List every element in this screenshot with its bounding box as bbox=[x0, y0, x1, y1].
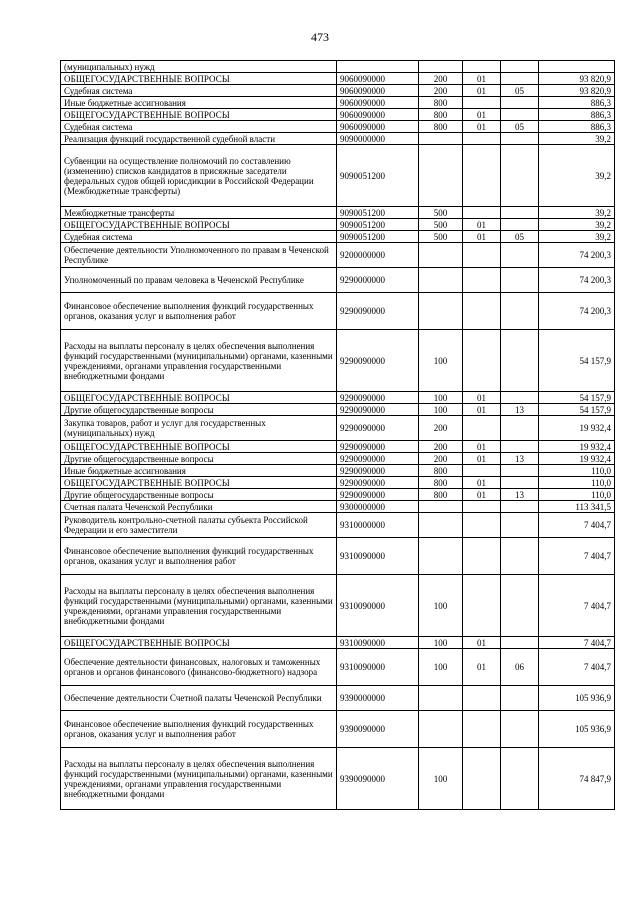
row-name: ОБЩЕГОСУДАРСТВЕННЫЕ ВОПРОСЫ bbox=[61, 477, 337, 489]
row-name: Расходы на выплаты персоналу в целях обеспечения выполнения функций государственными (муниципальными) органами, казенными учреждениями, органами управления государственными внебюджетными фондами bbox=[61, 575, 337, 637]
row-subsection bbox=[501, 416, 539, 441]
table-row bbox=[61, 489, 615, 501]
row-section: 01 bbox=[463, 231, 501, 243]
row-amount: 19 932,4 bbox=[539, 441, 615, 453]
row-section: 01 bbox=[463, 489, 501, 501]
table-row bbox=[61, 637, 615, 649]
row-expense-type: 100 bbox=[419, 649, 463, 686]
row-subsection bbox=[501, 637, 539, 649]
table-row bbox=[61, 711, 615, 748]
row-expense-type bbox=[419, 133, 463, 145]
row-section bbox=[463, 268, 501, 293]
table-row bbox=[61, 465, 615, 477]
row-expense-type bbox=[419, 513, 463, 538]
row-amount: 74 847,9 bbox=[539, 748, 615, 810]
row-expense-type: 100 bbox=[419, 748, 463, 810]
row-code: 9060090000 bbox=[337, 85, 419, 97]
row-amount: 886,3 bbox=[539, 109, 615, 121]
row-section bbox=[463, 513, 501, 538]
row-amount: 7 404,7 bbox=[539, 649, 615, 686]
row-name: ОБЩЕГОСУДАРСТВЕННЫЕ ВОПРОСЫ bbox=[61, 109, 337, 121]
table-row bbox=[61, 330, 615, 392]
row-name: ОБЩЕГОСУДАРСТВЕННЫЕ ВОПРОСЫ bbox=[61, 441, 337, 453]
row-amount: 19 932,4 bbox=[539, 416, 615, 441]
row-subsection: 13 bbox=[501, 404, 539, 416]
table-row bbox=[61, 293, 615, 330]
row-name: Расходы на выплаты персоналу в целях обеспечения выполнения функций государственными (муниципальными) органами, казенными учреждениями, органами управления государственными внебюджетными фондами bbox=[61, 748, 337, 810]
table-row bbox=[61, 686, 615, 711]
row-name: ОБЩЕГОСУДАРСТВЕННЫЕ ВОПРОСЫ bbox=[61, 637, 337, 649]
row-section: 01 bbox=[463, 109, 501, 121]
row-section: 01 bbox=[463, 649, 501, 686]
row-subsection: 13 bbox=[501, 453, 539, 465]
row-subsection bbox=[501, 268, 539, 293]
table-row bbox=[61, 477, 615, 489]
row-expense-type: 100 bbox=[419, 404, 463, 416]
row-name: ОБЩЕГОСУДАРСТВЕННЫЕ ВОПРОСЫ bbox=[61, 219, 337, 231]
row-code: 9310090000 bbox=[337, 538, 419, 575]
row-section: 01 bbox=[463, 637, 501, 649]
row-expense-type: 800 bbox=[419, 109, 463, 121]
row-name: Финансовое обеспечение выполнения функций государственных органов, оказания услуг и выполнения работ bbox=[61, 538, 337, 575]
row-expense-type bbox=[419, 686, 463, 711]
row-amount: 110,0 bbox=[539, 489, 615, 501]
row-section: 01 bbox=[463, 404, 501, 416]
row-expense-type bbox=[419, 243, 463, 268]
row-code: 9310090000 bbox=[337, 575, 419, 637]
row-amount: 39,2 bbox=[539, 207, 615, 219]
row-name: Обеспечение деятельности Счетной палаты Чеченской Республики bbox=[61, 686, 337, 711]
table-row bbox=[61, 441, 615, 453]
row-section: 01 bbox=[463, 392, 501, 404]
table-row bbox=[61, 61, 615, 73]
row-subsection: 06 bbox=[501, 649, 539, 686]
row-subsection: 13 bbox=[501, 489, 539, 501]
row-amount: 93 820,9 bbox=[539, 73, 615, 85]
row-name: ОБЩЕГОСУДАРСТВЕННЫЕ ВОПРОСЫ bbox=[61, 392, 337, 404]
row-section bbox=[463, 748, 501, 810]
row-code: 9060090000 bbox=[337, 109, 419, 121]
row-name: Уполномоченный по правам человека в Чеченской Республике bbox=[61, 268, 337, 293]
row-subsection bbox=[501, 61, 539, 73]
row-subsection bbox=[501, 133, 539, 145]
row-code: 9310000000 bbox=[337, 513, 419, 538]
row-code bbox=[337, 61, 419, 73]
row-expense-type: 800 bbox=[419, 477, 463, 489]
row-expense-type: 500 bbox=[419, 231, 463, 243]
row-section bbox=[463, 97, 501, 109]
row-expense-type: 100 bbox=[419, 575, 463, 637]
row-code: 9090000000 bbox=[337, 133, 419, 145]
row-code: 9310090000 bbox=[337, 637, 419, 649]
row-expense-type bbox=[419, 145, 463, 207]
row-subsection bbox=[501, 711, 539, 748]
row-subsection bbox=[501, 477, 539, 489]
row-expense-type: 500 bbox=[419, 207, 463, 219]
budget-table bbox=[60, 60, 615, 810]
row-section bbox=[463, 501, 501, 513]
row-amount: 110,0 bbox=[539, 477, 615, 489]
row-code: 9060090000 bbox=[337, 121, 419, 133]
row-code: 9090051200 bbox=[337, 145, 419, 207]
row-code: 9390090000 bbox=[337, 748, 419, 810]
row-expense-type: 200 bbox=[419, 73, 463, 85]
row-code: 9290090000 bbox=[337, 404, 419, 416]
row-name: Другие общегосударственные вопросы bbox=[61, 404, 337, 416]
row-expense-type bbox=[419, 538, 463, 575]
row-expense-type: 800 bbox=[419, 465, 463, 477]
row-name: (муниципальных) нужд bbox=[61, 61, 337, 73]
row-expense-type bbox=[419, 501, 463, 513]
row-expense-type: 200 bbox=[419, 416, 463, 441]
row-amount: 105 936,9 bbox=[539, 711, 615, 748]
table-row bbox=[61, 231, 615, 243]
row-section: 01 bbox=[463, 441, 501, 453]
row-amount: 74 200,3 bbox=[539, 293, 615, 330]
row-amount: 113 341,5 bbox=[539, 501, 615, 513]
row-name: Финансовое обеспечение выполнения функций государственных органов, оказания услуг и выполнения работ bbox=[61, 293, 337, 330]
row-expense-type: 200 bbox=[419, 453, 463, 465]
table-row bbox=[61, 392, 615, 404]
row-code: 9090051200 bbox=[337, 219, 419, 231]
row-subsection bbox=[501, 501, 539, 513]
row-expense-type bbox=[419, 711, 463, 748]
row-amount: 39,2 bbox=[539, 219, 615, 231]
table-row bbox=[61, 145, 615, 207]
table-row bbox=[61, 97, 615, 109]
table-row bbox=[61, 133, 615, 145]
row-amount: 886,3 bbox=[539, 121, 615, 133]
table-row bbox=[61, 243, 615, 268]
row-subsection bbox=[501, 219, 539, 231]
table-row bbox=[61, 404, 615, 416]
row-expense-type: 500 bbox=[419, 219, 463, 231]
row-code: 9290090000 bbox=[337, 453, 419, 465]
row-code: 9290090000 bbox=[337, 489, 419, 501]
row-expense-type: 100 bbox=[419, 637, 463, 649]
row-section: 01 bbox=[463, 453, 501, 465]
row-amount: 7 404,7 bbox=[539, 637, 615, 649]
row-name: ОБЩЕГОСУДАРСТВЕННЫЕ ВОПРОСЫ bbox=[61, 73, 337, 85]
row-amount: 7 404,7 bbox=[539, 575, 615, 637]
row-expense-type: 800 bbox=[419, 97, 463, 109]
row-amount: 39,2 bbox=[539, 133, 615, 145]
row-subsection bbox=[501, 392, 539, 404]
row-section bbox=[463, 145, 501, 207]
table-row bbox=[61, 219, 615, 231]
row-section: 01 bbox=[463, 73, 501, 85]
row-name: Иные бюджетные ассигнования bbox=[61, 465, 337, 477]
row-amount: 110,0 bbox=[539, 465, 615, 477]
row-amount: 886,3 bbox=[539, 97, 615, 109]
table-body bbox=[61, 61, 615, 810]
row-section bbox=[463, 538, 501, 575]
row-section bbox=[463, 293, 501, 330]
row-name: Обеспечение деятельности финансовых, налоговых и таможенных органов и органов финансового (финансово-бюджетного) надзора bbox=[61, 649, 337, 686]
row-subsection: 05 bbox=[501, 231, 539, 243]
row-section bbox=[463, 207, 501, 219]
page-number: 473 bbox=[311, 30, 329, 44]
row-code: 9390000000 bbox=[337, 686, 419, 711]
row-section bbox=[463, 575, 501, 637]
row-code: 9200000000 bbox=[337, 243, 419, 268]
row-code: 9290090000 bbox=[337, 477, 419, 489]
row-amount: 54 157,9 bbox=[539, 404, 615, 416]
row-amount: 54 157,9 bbox=[539, 392, 615, 404]
row-subsection bbox=[501, 513, 539, 538]
row-subsection bbox=[501, 465, 539, 477]
row-expense-type bbox=[419, 61, 463, 73]
row-expense-type: 200 bbox=[419, 85, 463, 97]
row-amount: 93 820,9 bbox=[539, 85, 615, 97]
row-name: Обеспечение деятельности Уполномоченного по правам в Чеченской Республике bbox=[61, 243, 337, 268]
table-row bbox=[61, 453, 615, 465]
row-code: 9060090000 bbox=[337, 73, 419, 85]
row-section: 01 bbox=[463, 219, 501, 231]
row-amount: 7 404,7 bbox=[539, 538, 615, 575]
row-section: 01 bbox=[463, 85, 501, 97]
row-subsection bbox=[501, 145, 539, 207]
row-subsection bbox=[501, 97, 539, 109]
row-expense-type: 800 bbox=[419, 121, 463, 133]
row-section bbox=[463, 686, 501, 711]
row-expense-type: 800 bbox=[419, 489, 463, 501]
table-row bbox=[61, 748, 615, 810]
row-name: Закупка товаров, работ и услуг для государственных (муниципальных) нужд bbox=[61, 416, 337, 441]
row-name: Межбюджетные трансферты bbox=[61, 207, 337, 219]
row-subsection bbox=[501, 330, 539, 392]
row-code: 9290000000 bbox=[337, 268, 419, 293]
table-row bbox=[61, 416, 615, 441]
table-row bbox=[61, 109, 615, 121]
table-row bbox=[61, 73, 615, 85]
row-section bbox=[463, 465, 501, 477]
row-subsection bbox=[501, 748, 539, 810]
row-code: 9300000000 bbox=[337, 501, 419, 513]
row-name: Счетная палата Чеченской Республики bbox=[61, 501, 337, 513]
row-code: 9390090000 bbox=[337, 711, 419, 748]
row-name: Другие общегосударственные вопросы bbox=[61, 453, 337, 465]
table-row bbox=[61, 538, 615, 575]
row-amount: 54 157,9 bbox=[539, 330, 615, 392]
row-subsection bbox=[501, 575, 539, 637]
table-row bbox=[61, 121, 615, 133]
row-subsection bbox=[501, 441, 539, 453]
row-section bbox=[463, 133, 501, 145]
row-name: Судебная система bbox=[61, 121, 337, 133]
row-subsection bbox=[501, 73, 539, 85]
row-code: 9310090000 bbox=[337, 649, 419, 686]
row-expense-type bbox=[419, 268, 463, 293]
row-code: 9090051200 bbox=[337, 207, 419, 219]
row-amount: 74 200,3 bbox=[539, 268, 615, 293]
table-row bbox=[61, 649, 615, 686]
row-name: Финансовое обеспечение выполнения функций государственных органов, оказания услуг и выполнения работ bbox=[61, 711, 337, 748]
row-section bbox=[463, 330, 501, 392]
row-subsection: 05 bbox=[501, 121, 539, 133]
row-amount: 39,2 bbox=[539, 231, 615, 243]
row-name: Субвенции на осуществление полномочий по составлению (изменению) списков кандидатов в присяжные заседатели федеральных судов общей юрисдикции в Российской Федерации (Межбюджетные трансферты) bbox=[61, 145, 337, 207]
row-amount: 39,2 bbox=[539, 145, 615, 207]
row-subsection bbox=[501, 207, 539, 219]
row-code: 9290090000 bbox=[337, 293, 419, 330]
row-expense-type bbox=[419, 293, 463, 330]
row-code: 9290090000 bbox=[337, 465, 419, 477]
row-expense-type: 200 bbox=[419, 441, 463, 453]
table-row bbox=[61, 268, 615, 293]
row-section bbox=[463, 416, 501, 441]
row-name: Иные бюджетные ассигнования bbox=[61, 97, 337, 109]
row-code: 9060090000 bbox=[337, 97, 419, 109]
row-code: 9090051200 bbox=[337, 231, 419, 243]
row-name: Расходы на выплаты персоналу в целях обеспечения выполнения функций государственными (муниципальными) органами, казенными учреждениями, органами управления государственными внебюджетными фондами bbox=[61, 330, 337, 392]
row-subsection bbox=[501, 293, 539, 330]
row-subsection bbox=[501, 243, 539, 268]
table-row bbox=[61, 207, 615, 219]
row-subsection bbox=[501, 686, 539, 711]
row-amount bbox=[539, 61, 615, 73]
table-row bbox=[61, 501, 615, 513]
row-section bbox=[463, 243, 501, 268]
row-subsection: 05 bbox=[501, 85, 539, 97]
row-name: Другие общегосударственные вопросы bbox=[61, 489, 337, 501]
row-amount: 7 404,7 bbox=[539, 513, 615, 538]
table-row bbox=[61, 513, 615, 538]
row-code: 9290090000 bbox=[337, 330, 419, 392]
row-section bbox=[463, 711, 501, 748]
row-name: Судебная система bbox=[61, 231, 337, 243]
row-amount: 19 932,4 bbox=[539, 453, 615, 465]
row-code: 9290090000 bbox=[337, 416, 419, 441]
row-amount: 74 200,3 bbox=[539, 243, 615, 268]
row-section bbox=[463, 61, 501, 73]
table-row bbox=[61, 575, 615, 637]
row-code: 9290090000 bbox=[337, 441, 419, 453]
table-row bbox=[61, 85, 615, 97]
row-amount: 105 936,9 bbox=[539, 686, 615, 711]
row-subsection bbox=[501, 109, 539, 121]
row-section: 01 bbox=[463, 477, 501, 489]
row-name: Реализация функций государственной судебной власти bbox=[61, 133, 337, 145]
row-subsection bbox=[501, 538, 539, 575]
row-code: 9290090000 bbox=[337, 392, 419, 404]
row-expense-type: 100 bbox=[419, 330, 463, 392]
row-section: 01 bbox=[463, 121, 501, 133]
row-name: Руководитель контрольно-счетной палаты субъекта Российской Федерации и его заместители bbox=[61, 513, 337, 538]
row-name: Судебная система bbox=[61, 85, 337, 97]
row-expense-type: 100 bbox=[419, 392, 463, 404]
